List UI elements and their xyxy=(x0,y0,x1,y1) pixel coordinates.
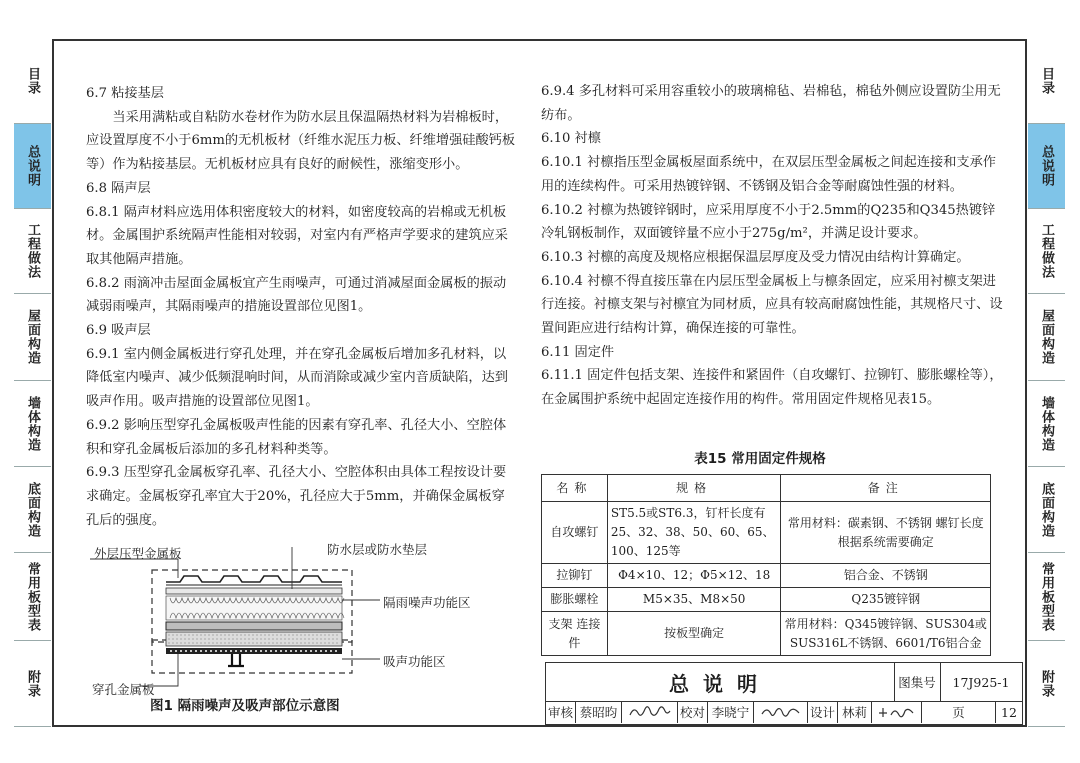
waterproof-layer xyxy=(166,588,342,594)
porous-absorb-layer xyxy=(166,632,342,646)
fixing-bracket xyxy=(228,654,244,666)
title-block xyxy=(545,662,1023,725)
chapter-tab-3[interactable]: 屋面构造 xyxy=(1028,294,1065,381)
header-name: 名称 xyxy=(542,475,608,502)
chapter-tab-5[interactable]: 底面构造 xyxy=(1028,467,1065,553)
chapter-tab-7[interactable]: 附录 xyxy=(1028,641,1065,727)
insulation-wool xyxy=(166,596,344,620)
cell-name: 自攻螺钉 xyxy=(542,502,608,564)
cell-spec: M5×35、M8×50 xyxy=(607,588,781,612)
section-6-7-heading: 6.7 粘接基层 xyxy=(86,86,164,101)
chapter-tab-3[interactable]: 屋面构造 xyxy=(14,294,51,381)
cell-name: 膨胀螺栓 xyxy=(542,588,608,612)
section-6-9-1: 6.9.1 室内侧金属板进行穿孔处理，并在穿孔金属板后增加多孔材料，以降低室内噪声、减少低频混响时间，从而消除或减少室内音质缺陷，达到吸声作用。吸声措施的设置部位见图1。 xyxy=(86,346,508,410)
header-spec: 规格 xyxy=(607,475,781,502)
chapter-tab-6[interactable]: 常用板型表 xyxy=(14,553,51,641)
right-column-text xyxy=(541,80,1003,412)
perforated-metal-sheet xyxy=(166,648,342,654)
review-label: 审核 xyxy=(546,701,576,723)
check-label: 校对 xyxy=(678,701,708,723)
checker-signature xyxy=(754,701,808,723)
section-6-9-2: 6.9.2 影响压型穿孔金属板吸声性能的因素有穿孔率、孔径大小、空腔体积和穿孔金属板后添加的多孔材料种类等。 xyxy=(86,417,507,457)
chapter-tab-7[interactable]: 附录 xyxy=(14,641,51,727)
chapter-tab-0[interactable]: 目录 xyxy=(1028,39,1065,124)
cell-note: 常用材料：Q345镀锌钢、SUS304或SUS316L不锈钢、6601/T6铝合金 xyxy=(781,612,991,656)
section-6-10-heading: 6.10 衬檩 xyxy=(541,131,601,147)
section-6-9-heading: 6.9 吸声层 xyxy=(86,323,151,339)
cell-spec: 按板型确定 xyxy=(607,612,781,656)
reviewer-signature xyxy=(622,701,678,723)
table-row xyxy=(542,564,991,588)
reviewer-name: 蔡昭昀 xyxy=(576,701,622,723)
chapter-tab-1[interactable]: 总说明 xyxy=(1028,124,1065,209)
chapter-tab-2[interactable]: 工程做法 xyxy=(1028,209,1065,294)
cell-name: 支架 连接件 xyxy=(542,612,608,656)
section-6-10-2: 6.10.2 衬檩为热镀锌钢时，应采用厚度不小于2.5mm的Q235和Q345热镀锌冷轧钢板制作，双面镀锌量不应小于275g/m²，并满足设计要求。 xyxy=(541,202,996,242)
label-waterproof-layer: 防水层或防水垫层 xyxy=(327,542,428,557)
page-number: 12 xyxy=(1001,704,1017,720)
section-6-7-paragraph: 当采用满粘或自粘防水卷材作为防水层且保温隔热材料为岩棉板时，应设置厚度不小于6mm的无机板材（纤维水泥压力板、纤维增强硅酸钙板等）作为粘接基层。无机板材应具有良好的耐候性，涨缩变形小。 xyxy=(86,109,516,173)
section-6-8-1: 6.8.1 隔声材料应选用体积密度较大的材料，如密度较高的岩棉或无机板材。金属围护系统隔声性能相对较弱，对室内有严格声学要求的建筑应采取其他隔声措施。 xyxy=(86,204,508,267)
liner-layer xyxy=(166,622,342,630)
label-outer-metal-sheet: 外层压型金属板 xyxy=(94,546,182,561)
section-6-9-4: 6.9.4 多孔材料可采用容重较小的玻璃棉毡、岩棉毡，棉毡外侧应设置防尘用无纺布。 xyxy=(541,84,1001,123)
section-6-8-2: 6.8.2 雨滴冲击屋面金属板宜产生雨噪声，可通过消减屋面金属板的振动减弱雨噪声，其隔雨噪声的措施设置部位见图1。 xyxy=(86,275,507,315)
table-header-row xyxy=(542,475,991,502)
table-15-title: 表15 常用固定件规格 xyxy=(694,451,826,467)
label-rain-noise-zone: 隔雨噪声功能区 xyxy=(383,595,471,610)
section-6-8-heading: 6.8 隔声层 xyxy=(86,180,151,196)
cell-spec: Φ4×10、12；Φ5×12、18 xyxy=(607,564,781,588)
table-row xyxy=(542,612,991,656)
header-note: 备注 xyxy=(781,475,991,502)
label-sound-absorb-zone: 吸声功能区 xyxy=(383,654,446,669)
section-6-11-1: 6.11.1 固定件包括支架、连接件和紧固件（自攻螺钉、拉铆钉、膨胀螺栓等），在金属围护系统中起固定连接作用的构件。常用固定件规格见表15。 xyxy=(541,368,1003,408)
figure-1-caption: 图1 隔雨噪声及吸声部位示意图 xyxy=(150,698,340,714)
chapter-tabs-right xyxy=(1028,39,1065,727)
cell-spec: ST5.5或ST6.3，钉杆长度有25、32、38、50、60、65、100、125等 xyxy=(607,502,781,564)
outer-metal-sheet xyxy=(166,576,342,585)
figure-1-diagram xyxy=(80,540,520,700)
cell-name: 拉铆钉 xyxy=(542,564,608,588)
label-perforated-sheet: 穿孔金属板 xyxy=(92,682,155,697)
designer-name: 林莉 xyxy=(838,701,872,723)
left-column-text xyxy=(86,82,516,532)
chapter-tab-2[interactable]: 工程做法 xyxy=(14,209,51,294)
table-row xyxy=(542,588,991,612)
chapter-tab-5[interactable]: 底面构造 xyxy=(14,467,51,553)
fixings-table xyxy=(541,474,991,656)
cell-note: Q235镀锌钢 xyxy=(781,588,991,612)
chapter-tabs-left xyxy=(14,39,51,727)
cell-note: 铝合金、不锈钢 xyxy=(781,564,991,588)
design-label: 设计 xyxy=(808,701,838,723)
chapter-tab-4[interactable]: 墙体构造 xyxy=(1028,381,1065,467)
page-label: 页 xyxy=(922,701,996,723)
section-6-10-4: 6.10.4 衬檩不得直接压靠在内层压型金属板上与檩条固定，应采用衬檩支架进行连接。衬檩支架与衬檩宜为同材质，应具有较高耐腐蚀性能，其规格尺寸、设置间距应进行结构计算，确保连接的可靠性。 xyxy=(541,273,1003,337)
section-6-9-3: 6.9.3 压型穿孔金属板穿孔率、孔径大小、空腔体积由具体工程按设计要求确定。金属板穿孔率宜大于20%，孔径应大于5mm，并确保金属板穿孔后的强度。 xyxy=(86,465,507,528)
section-6-11-heading: 6.11 固定件 xyxy=(541,344,615,360)
designer-signature xyxy=(872,701,922,723)
section-6-10-3: 6.10.3 衬檩的高度及规格应根据保温层厚度及受力情况由结构计算确定。 xyxy=(541,249,970,265)
drawing-title: 总说明 xyxy=(546,663,895,701)
atlas-number-label: 图集号 xyxy=(894,663,941,701)
atlas-number: 17J925-1 xyxy=(952,674,1010,690)
checker-name: 李晓宁 xyxy=(708,701,754,723)
chapter-tab-0[interactable]: 目录 xyxy=(14,39,51,124)
chapter-tab-6[interactable]: 常用板型表 xyxy=(1028,553,1065,641)
section-6-10-1: 6.10.1 衬檩指压型金属板屋面系统中，在双层压型金属板之间起连接和支承作用的连续构件。可采用热镀锌钢、不锈钢及铝合金等耐腐蚀性强的材料。 xyxy=(541,155,996,194)
chapter-tab-4[interactable]: 墙体构造 xyxy=(14,381,51,467)
chapter-tab-1[interactable]: 总说明 xyxy=(14,124,51,209)
table-row xyxy=(542,502,991,564)
cell-note: 常用材料：碳素钢、不锈钢 螺钉长度根据系统需要确定 xyxy=(781,502,991,564)
